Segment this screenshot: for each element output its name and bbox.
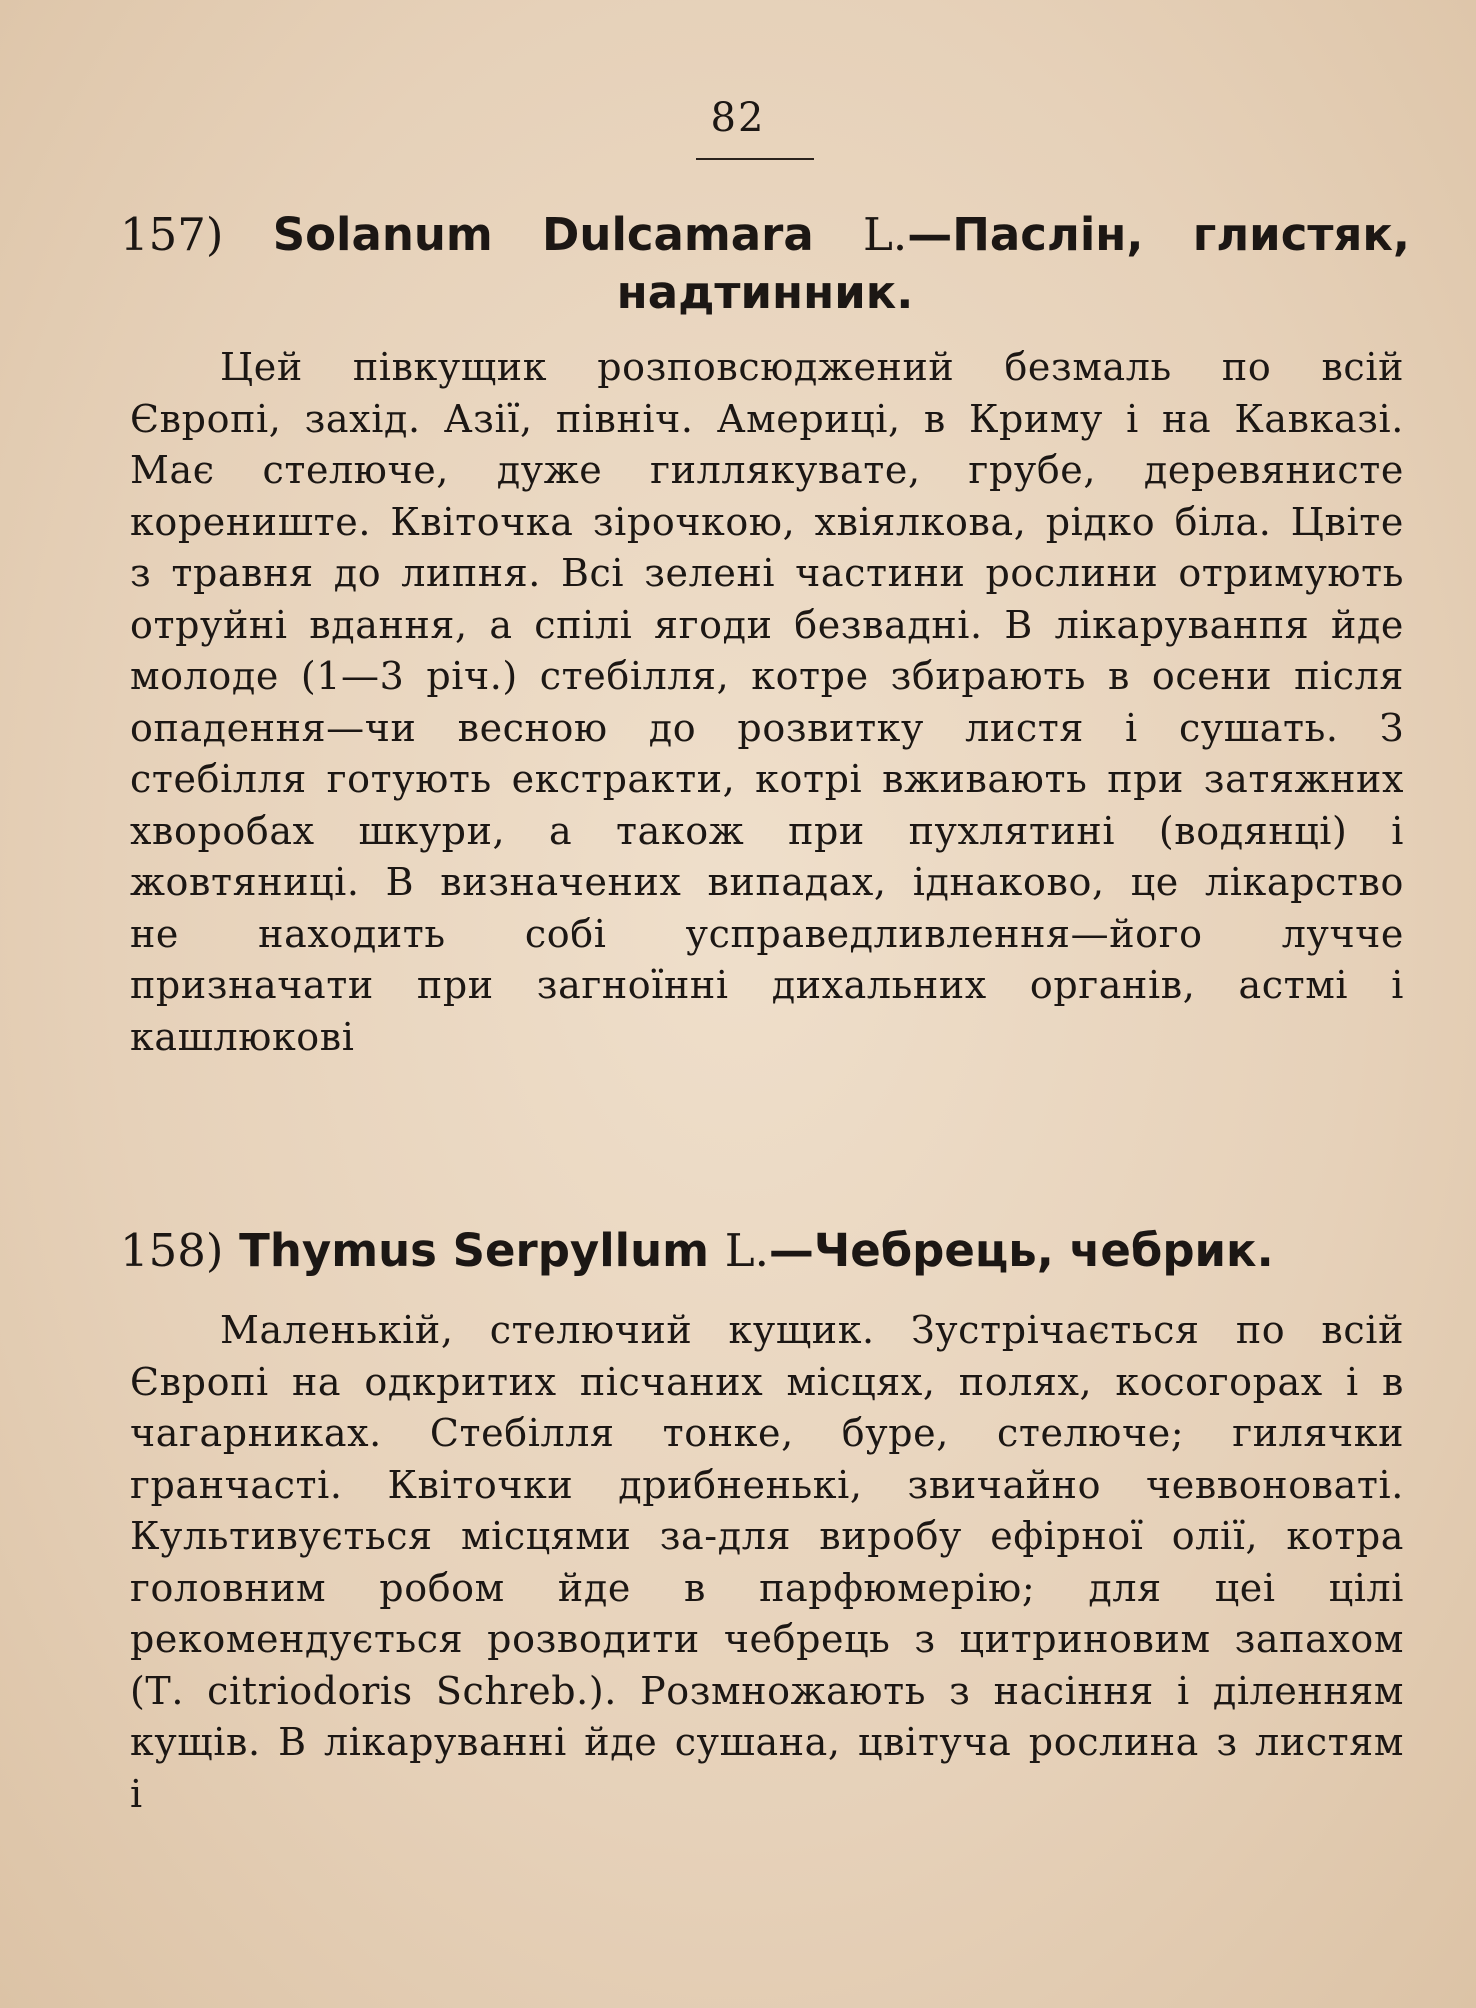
author-abbreviation: L. bbox=[724, 1224, 769, 1277]
entry-number: 158) bbox=[120, 1224, 224, 1277]
page-number: 82 bbox=[710, 95, 766, 141]
entry-description-158: Маленькій, стелючий кущик. Зустрічається по всій Європі на одкритих пісчаних місцях, полях, косогорах і в чагарниках. Стебілля тонке, буре, стелюче; гилячки гранчасті. Квіточки дрибненькі, звичайно чеввоноваті. Культивується місцями за-для виробу ефірної олії, котра головним робом йде в парфюмерію; для цеі цілі рекомендується розводити чебрець з цитриновим запахом (Т. citriodoris Schreb.). Розмножають з насіння і діленням кущів. В лікаруванні йде сушана, цвітуча рослина з листям і bbox=[130, 1308, 1404, 1816]
entry-heading-158 bbox=[120, 1222, 1410, 1280]
entry-description-157: Цей півкущик розповсюджений безмаль по всій Європі, захід. Азії, північ. Америці, в Криму і на Кавказі. Має стелюче, дуже гиллякувате, грубе, деревянисте корениште. Квіточка зірочкою, хвіялкова, рідко біла. Цвіте з травня до липня. Всі зелені частини рослини отримують отруйні вдання, а спілі ягоди безвадні. В лікаруванпя йде молоде (1—3 річ.) стебілля, котре збирають в осени після опадення—чи весною до розвитку листя і сушать. З стебілля готують екстракти, котрі вживають при затяжних хворобах шкури, а також при пухлятині (водянці) і жовтяниці. В визначених випадах, іднаково, це лікарство не находить собі усправедливлення—його лучче призначати при загноїнні дихальних органів, астмі і кашлюкові bbox=[130, 345, 1404, 1059]
author-abbreviation: L. bbox=[863, 208, 908, 261]
latin-name: Thymus Serpyllum bbox=[239, 1224, 710, 1277]
heading-separator: — bbox=[907, 208, 953, 261]
page-number-rule bbox=[696, 158, 814, 160]
heading-separator: — bbox=[768, 1224, 814, 1277]
entry-heading-157 bbox=[120, 206, 1410, 322]
common-names: Чебрець, чебрик. bbox=[813, 1224, 1274, 1277]
entry-number: 157) bbox=[120, 208, 224, 261]
common-names: Паслін, глистяк, надтинник. bbox=[616, 208, 1411, 319]
latin-name: Solanum Dulcamara bbox=[272, 208, 814, 261]
